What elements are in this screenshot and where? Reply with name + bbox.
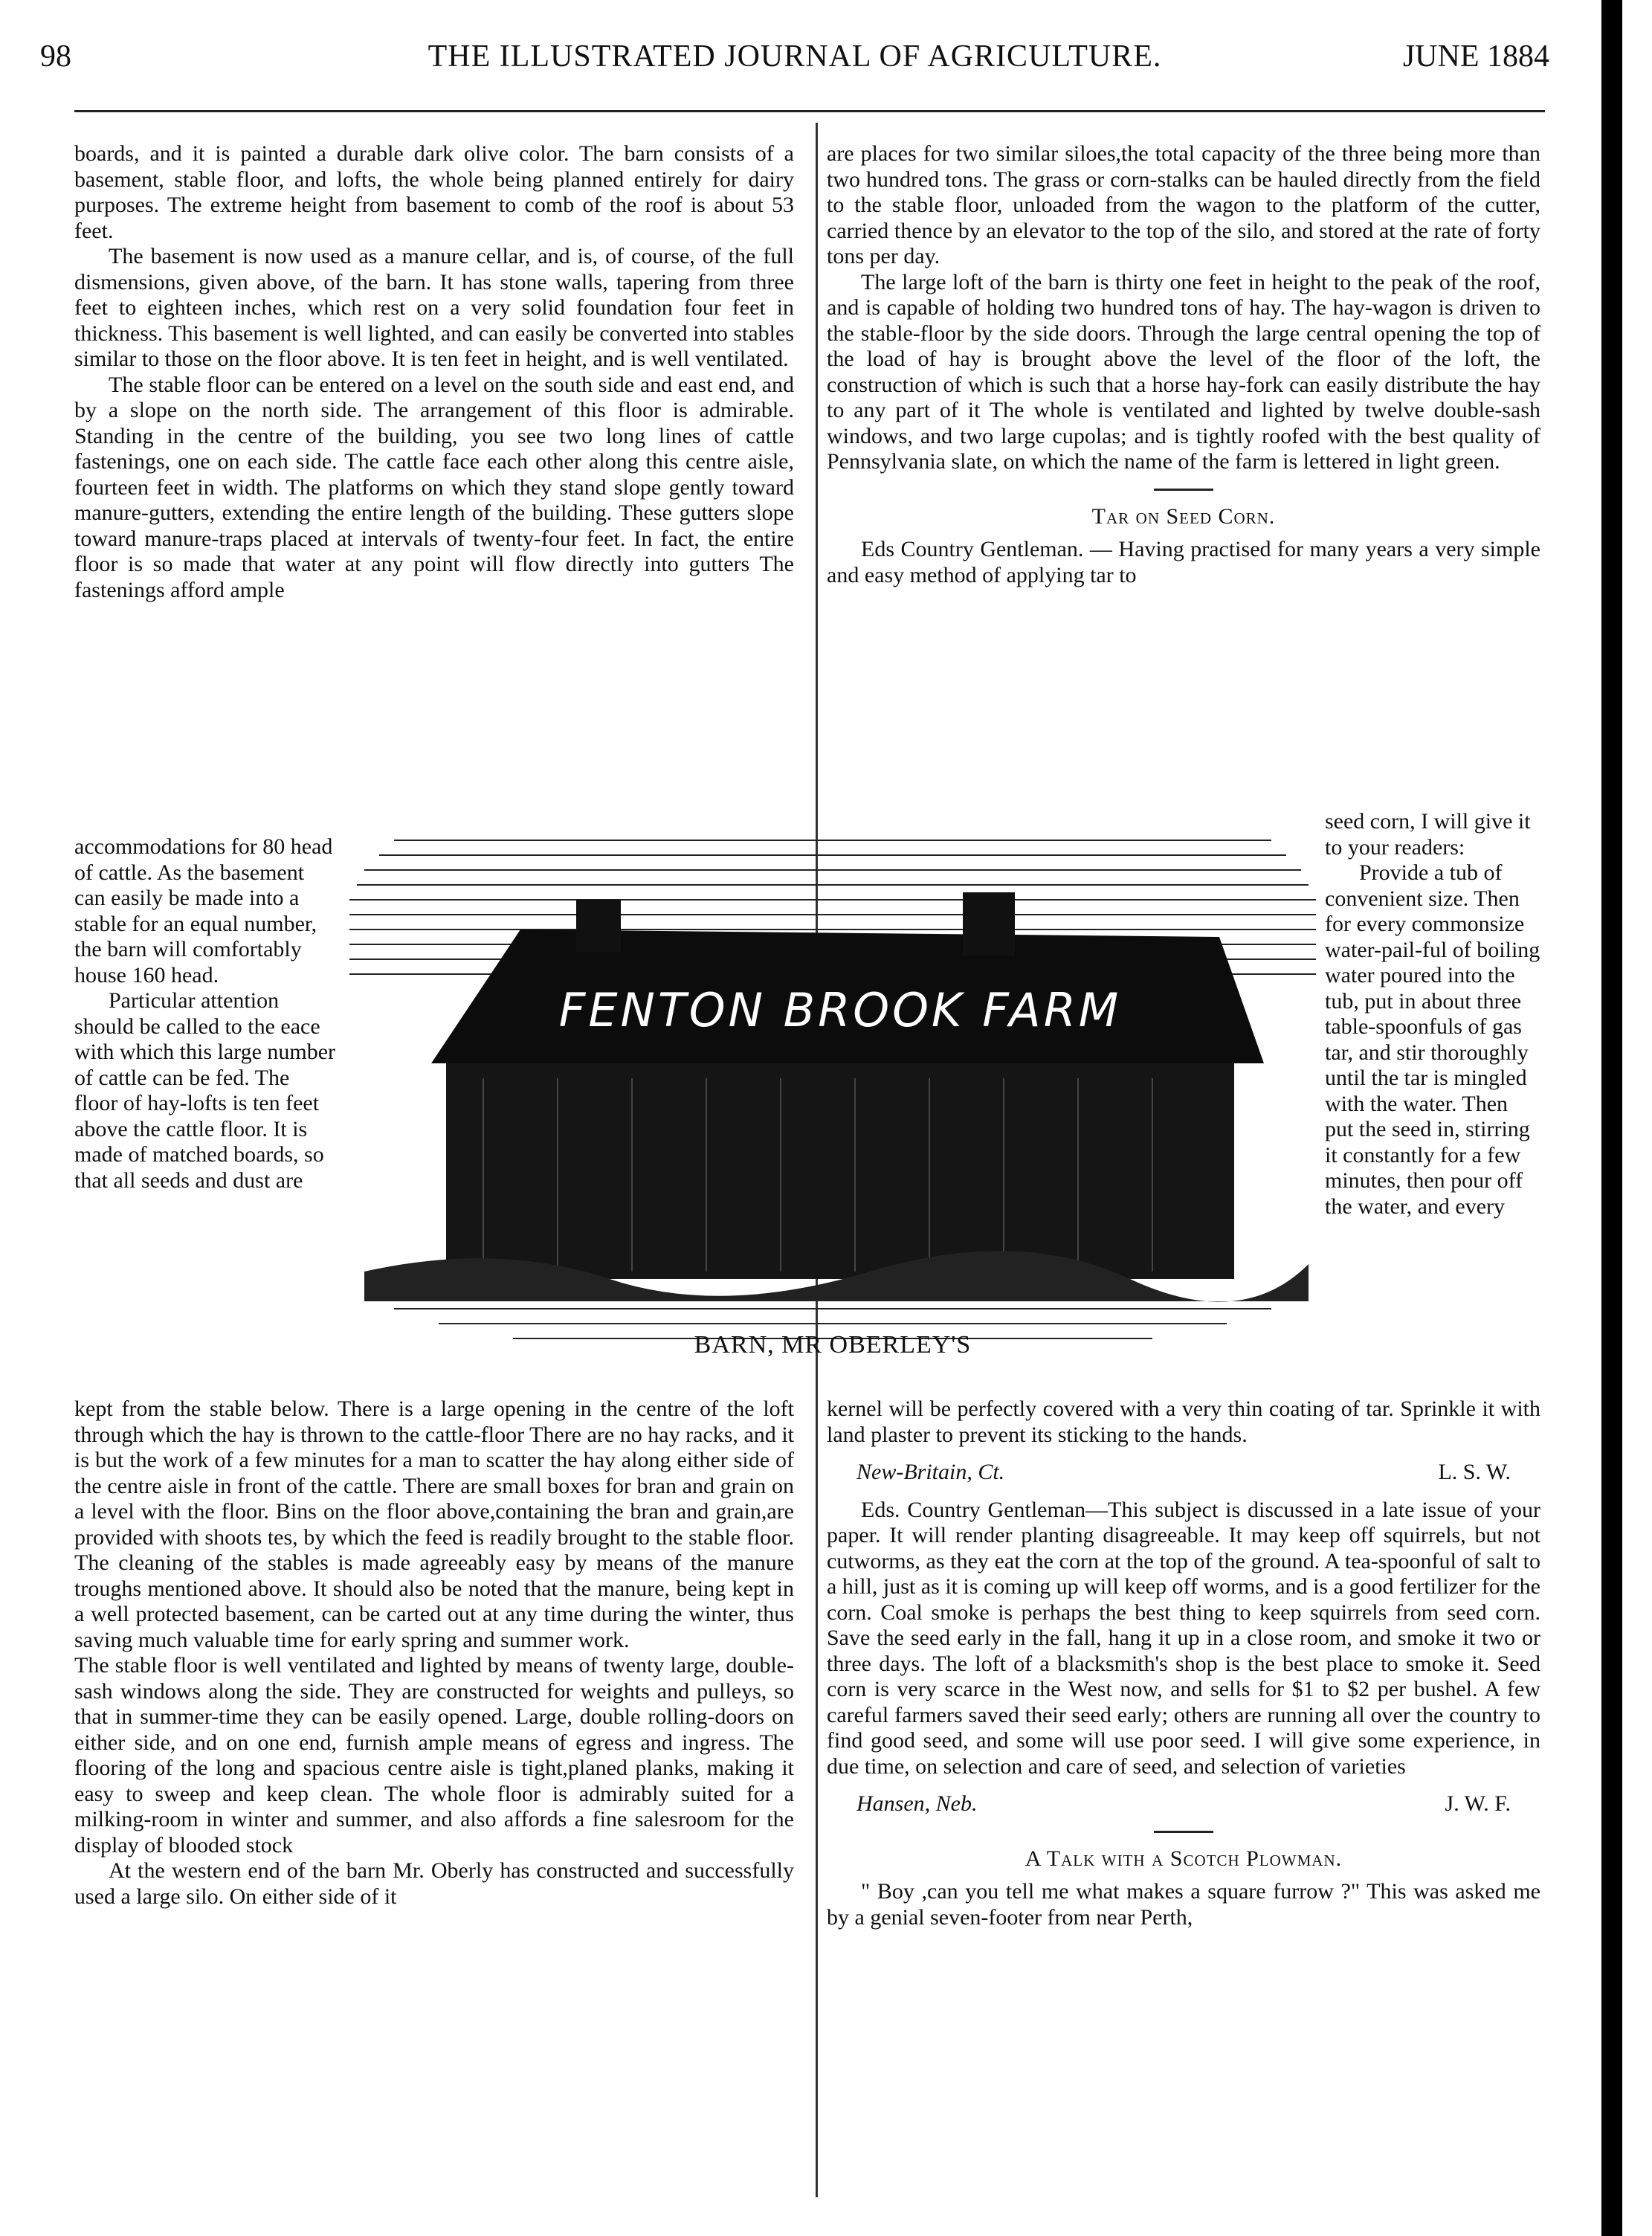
figure-caption: BARN, MR OBERLEY'S — [694, 1331, 972, 1359]
paragraph: The stable floor is well ventilated and lighted by means of twenty large, double-sash windows along the side. They are constructed for weights and pulleys, so that in summer-time they can be easily opened. Large, double rolling-doors on either side, and on one end, furnish ample means of egress and ingress. The flooring of the long and spacious centre aisle is tight,planed planks, making it easy to sweep and keep clean. The whole floor is admirably suited for a milking-room in winter and summer, and also affords a fine salesroom for the display of blooded stock — [74, 1653, 794, 1858]
paragraph: Eds. Country Gentleman—This subject is discussed in a late issue of your paper. It will render planting disagreeable. It may keep off squirrels, but not cutworms, as they eat the corn at the top of the ground. A tea-spoonful of salt to a hill, just as it is coming up will keep off worms, and is a good fertilizer for the corn. Coal smoke is perhaps the best thing to keep squirrels from seed corn. Save the seed early in the fall, hang it up in a close room, and smoke it two or three days. The loft of a blacksmith's shop is the best place to smoke it. Seed corn is very scarce in the West now, and sells for $1 to $2 per bushel. A few careful farmers saved their seed early; others are running all over the country to find good seed, and some will use poor seed. I will give some experience, in due time, on selection and care of seed, and selection of varieties — [827, 1497, 1540, 1779]
right-column-bottom — [827, 1396, 1540, 1930]
paragraph: kept from the stable below. There is a large opening in the centre of the loft through which the hay is thrown to the cattle-floor There are no hay racks, and it is but the work of a few minutes for a man to scatter the hay along either side of the centre aisle in front of the cattle. There are small boxes for bran and grain on a level with the floor. Bins on the floor above,containing the bran and grain,are provided with shoots tes, by which the feed is readily brought to the stable floor. The cleaning of the stables is made agreeably easy by means of the manure troughs mentioned above. It should also be noted that the manure, being kept in a well protected basement, can be carted out at any time during the winter, thus saving much valuable time for early spring and summer work. — [74, 1396, 794, 1652]
page-number: 98 — [40, 39, 71, 74]
paragraph: seed corn, I will give it to your readers: — [1325, 809, 1531, 860]
signature-place: Hansen, Neb. — [856, 1791, 978, 1816]
paragraph: The stable floor can be entered on a level on the south side and east end, and by a slope on the north side. The arrangement of this floor is admirable. Standing in the centre of the building, you see two long lines of cattle fastenings, one on each side. The cattle face each other along this centre aisle, fourteen feet in width. The platforms on which they stand slope gently toward manure-gutters, extending the entire length of the building. These gutters slope toward manure-traps placed at intervals of twenty-four feet. In fact, the entire floor is so made that water at any point will flow directly into gutters The fastenings afford ample — [74, 372, 794, 602]
right-column-wrap — [1325, 809, 1540, 1220]
barn-sign: FENTON BROOK FARM — [558, 983, 1122, 1037]
signature — [827, 1460, 1540, 1486]
article-heading: A Talk with a Scotch Plowman. — [1025, 1846, 1343, 1871]
header-rule — [74, 110, 1545, 112]
paragraph: Eds Country Gentleman. — Having practised for many years a very simple and easy method of applying tar to — [827, 537, 1540, 587]
right-cupola — [963, 892, 1015, 956]
signature-place: New-Britain, Ct. — [856, 1460, 1005, 1484]
issue-date: JUNE 1884 — [1402, 39, 1549, 74]
signature-initials: J. W. F. — [1445, 1791, 1511, 1816]
paragraph: " Boy ,can you tell me what makes a square furrow ?" This was asked me by a genial seven-footer from near Perth, — [827, 1879, 1540, 1930]
section-divider — [1154, 489, 1213, 491]
scan-edge — [1601, 0, 1622, 2236]
page-header — [40, 39, 1549, 83]
left-column-wrap — [74, 834, 338, 1193]
paragraph: accommodations for 80 head of cattle. As the basement can easily be made into a stable for an equal number, the barn will comfortably house 160 head. — [74, 834, 333, 987]
barn-engraving — [349, 811, 1316, 1361]
paragraph: The large loft of the barn is thirty one feet in height to the peak of the roof, and is capable of holding two hundred tons of hay. The hay-wagon is driven to the stable-floor by the side doors. Through the large central opening the top of the load of hay is brought above the level of the floor of the loft, the construction of which is such that a horse hay-fork can easily distribute the hay to any part of it The whole is ventilated and lighted by twelve double-sash windows, and two large cupolas; and is tightly roofed with the best quality of Pennsylvania slate, on which the name of the farm is lettered in light green. — [827, 269, 1540, 474]
paragraph: kernel will be perfectly covered with a very thin coating of tar. Sprinkle it with land plaster to prevent its sticking to the hands. — [827, 1396, 1540, 1447]
signature-initials: L. S. W. — [1438, 1460, 1511, 1484]
journal-title: THE ILLUSTRATED JOURNAL OF AGRICULTURE. — [427, 39, 1162, 74]
left-column-bottom — [74, 1396, 794, 1910]
paragraph: Particular attention should be called to the eace with which this large number of cattle can be fed. The floor of hay-lofts is ten feet above the cattle floor. It is made of matched boards, so that all seeds and dust are — [74, 988, 336, 1193]
article-heading: Tar on Seed Corn. — [1091, 503, 1276, 529]
signature — [827, 1791, 1540, 1817]
paragraph: Provide a tub of convenient size. Then for every commonsize water-pail-ful of boiling water poured into the tub, put in about three table-spoonfuls of gas tar, and stir thoroughly until the tar is mingled with the water. Then put the seed in, stirring it constantly for a few minutes, then pour off the water, and every — [1325, 860, 1540, 1219]
left-cupola — [576, 900, 621, 952]
barn-illustration — [349, 811, 1316, 1346]
right-column-top — [827, 141, 1540, 588]
barn-wall — [446, 1063, 1234, 1279]
paragraph: At the western end of the barn Mr. Oberly has constructed and successfully used a large silo. On either side of it — [74, 1858, 794, 1909]
paragraph: The basement is now used as a manure cellar, and is, of course, of the full dismensions, given above, of the barn. It has stone walls, tapering from three feet to eighteen inches, which rest on a very solid foundation four feet in thickness. This basement is well lighted, and can easily be converted into stables similar to those on the floor above. It is ten feet in height, and is well ventilated. — [74, 244, 794, 371]
section-divider — [1154, 1831, 1213, 1833]
paragraph: are places for two similar siloes,the total capacity of the three being more than two hundred tons. The grass or corn-stalks can be hauled directly from the field to the stable floor, unloaded from the wagon to the platform of the cutter, carried thence by an elevator to the top of the silo, and stored at the rate of forty tons per day. — [827, 141, 1540, 268]
left-column-top — [74, 141, 794, 603]
paragraph: boards, and it is painted a durable dark olive color. The barn consists of a basement, stable floor, and lofts, the whole being planned entirely for dairy purposes. The extreme height from basement to comb of the roof is about 53 feet. — [74, 141, 794, 243]
